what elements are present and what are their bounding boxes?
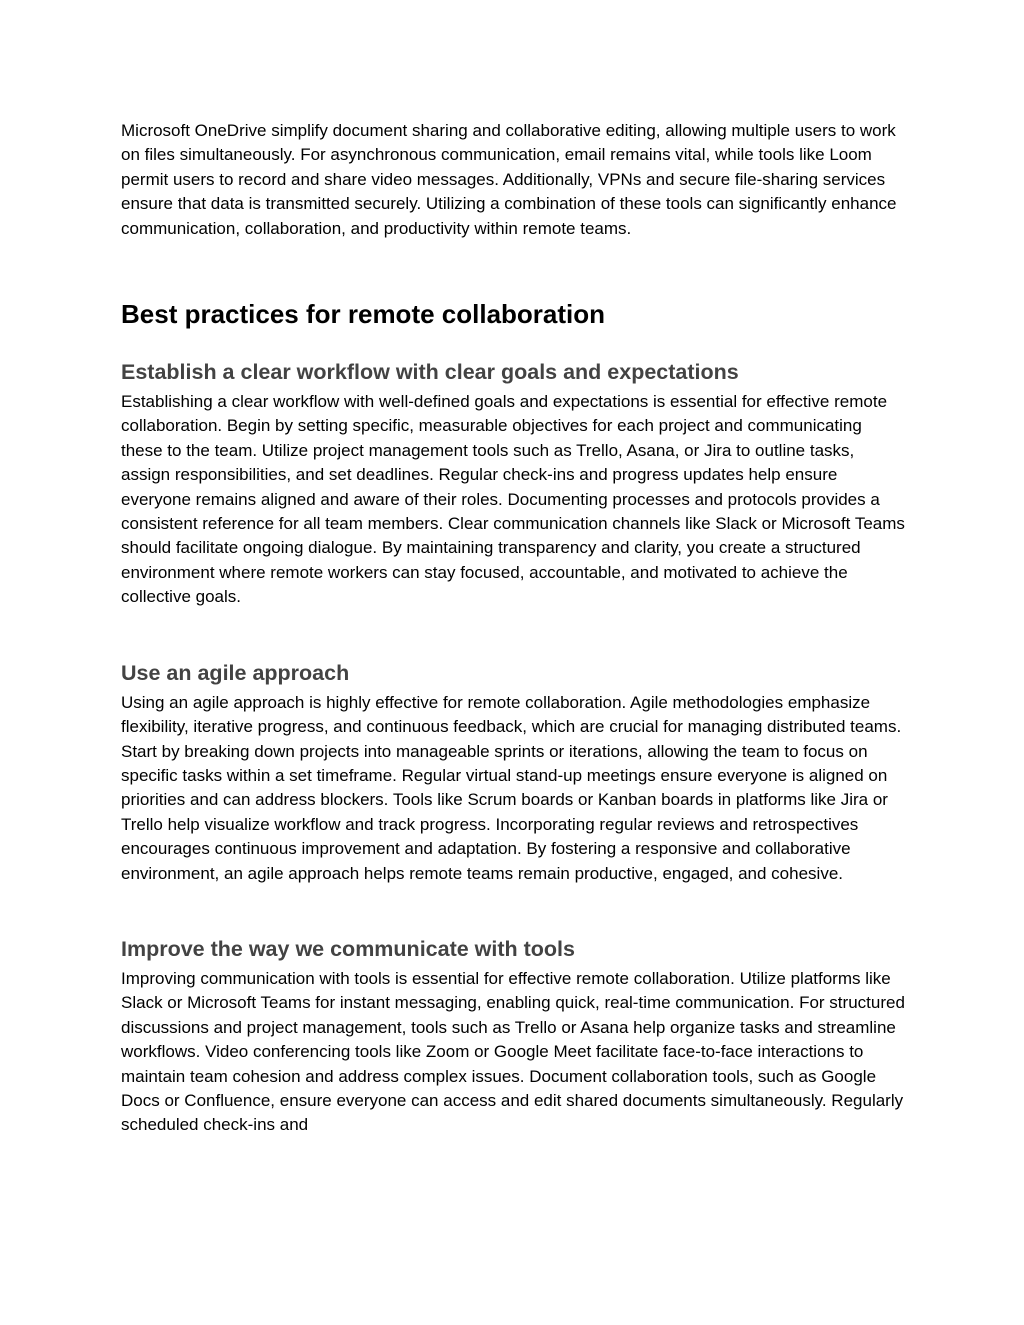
subsection-heading-agile: Use an agile approach	[121, 660, 350, 685]
subsection-heading-workflow: Establish a clear workflow with clear goals and expectations	[121, 360, 739, 385]
document-page	[121, 119, 906, 1138]
section-heading: Best practices for remote collaboration	[121, 299, 606, 330]
agile-paragraph: Using an agile approach is highly effective for remote collaboration. Agile methodologies emphasize flexibility, iterative progress, and continuous feedback, which are crucial for managing distributed teams. Start by breaking down projects into manageable sprints or iterations, allowing the team to focus on specific tasks within a set timeframe. Regular virtual stand-up meetings ensure everyone is aligned on priorities and can address blockers. Tools like Scrum boards or Kanban boards in platforms like Jira or Trello help visualize workflow and track progress. Incorporating regular reviews and retrospectives encourages continuous improvement and adaptation. By fostering a responsive and collaborative environment, an agile approach helps remote teams remain productive, engaged, and cohesive.	[121, 692, 902, 883]
intro-paragraph: Microsoft OneDrive simplify document sharing and collaborative editing, allowing multiple users to work on files simultaneously. For asynchronous communication, email remains vital, while tools like Loom permit users to record and share video messages. Additionally, VPNs and secure file-sharing services ensure that data is transmitted securely. Utilizing a combination of these tools can significantly enhance communication, collaboration, and productivity within remote teams.	[121, 121, 897, 238]
communication-paragraph: Improving communication with tools is essential for effective remote collaboration. Utilize platforms like Slack or Microsoft Teams for instant messaging, enabling quick, real-time communication. For structured discussions and project management, tools such as Trello or Asana help organize tasks and streamline workflows. Video conferencing tools like Zoom or Google Meet facilitate face-to-face interactions to maintain team cohesion and address complex issues. Document collaboration tools, such as Google Docs or Confluence, ensure everyone can access and edit shared documents simultaneously. Regularly scheduled check-ins and	[121, 968, 905, 1135]
workflow-paragraph: Establishing a clear workflow with well-defined goals and expectations is essential for effective remote collaboration. Begin by setting specific, measurable objectives for each project and communicating these to the team. Utilize project management tools such as Trello, Asana, or Jira to outline tasks, assign responsibilities, and set deadlines. Regular check-ins and progress updates help ensure everyone remains aligned and aware of their roles. Documenting processes and protocols provides a consistent reference for all team members. Clear communication channels like Slack or Microsoft Teams should facilitate ongoing dialogue. By maintaining transparency and clarity, you create a structured environment where remote workers can stay focused, accountable, and motivated to achieve the collective goals.	[121, 392, 905, 607]
subsection-heading-communication: Improve the way we communicate with tools	[121, 936, 575, 961]
